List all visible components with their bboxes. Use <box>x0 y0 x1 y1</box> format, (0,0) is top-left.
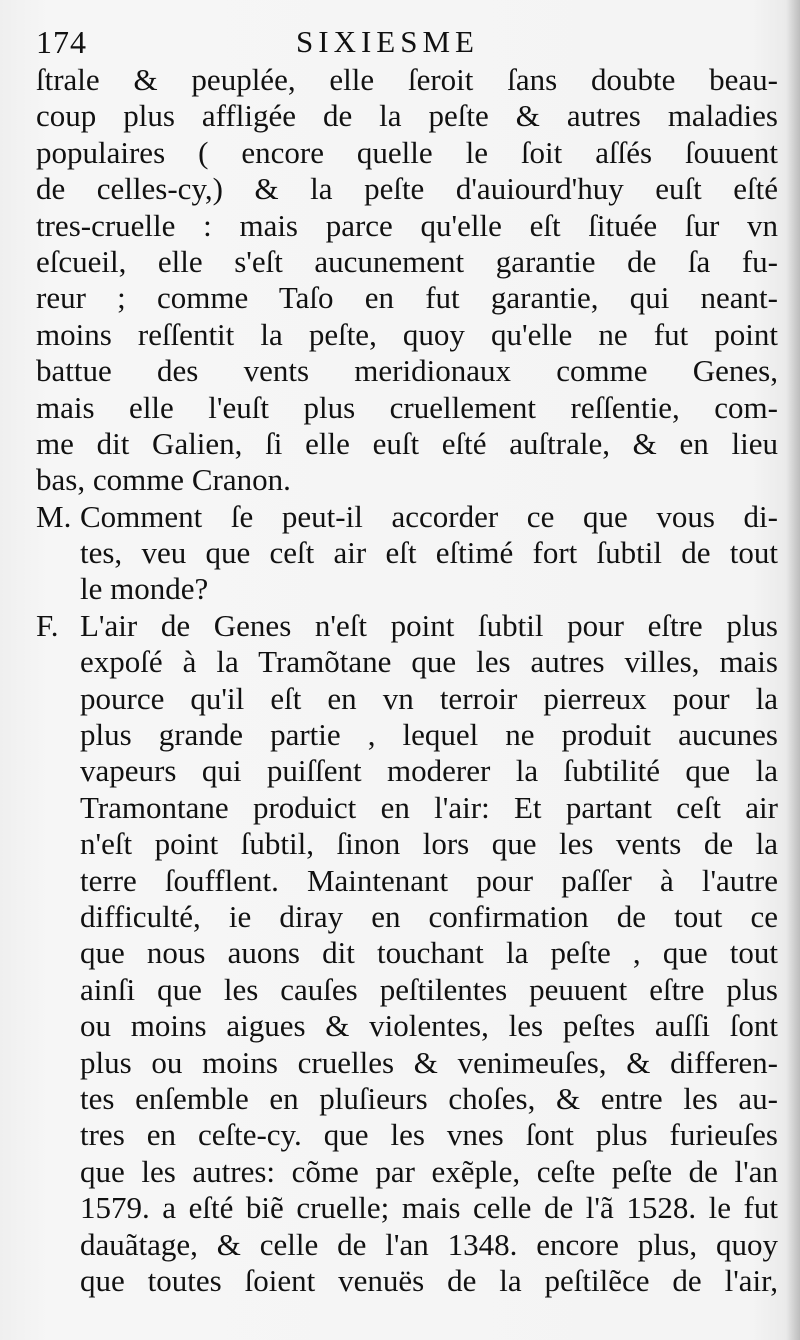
line-content: Comment ſe peut-il accorder ce que vous di- <box>80 498 778 534</box>
text-line <box>36 1154 778 1190</box>
text-line: mais elle l'euſt plus cruellement reſſentie, com- <box>36 389 778 425</box>
text-line <box>36 863 778 899</box>
text-line <box>36 1117 778 1153</box>
text-line: de celles-cy,) & la peſte d'auiourd'huy euſt eſté <box>36 171 778 207</box>
speaker-marker: M. <box>36 498 72 534</box>
line-content: n'eſt point ſubtil, ſinon lors que les vents de la <box>80 826 778 862</box>
text-line <box>36 681 778 717</box>
text-line <box>36 717 778 753</box>
line-content: que les autres: cõme par exẽple, ceſte peſte de l'an <box>80 1153 778 1189</box>
text-line <box>36 1227 778 1263</box>
text-line <box>36 935 778 971</box>
line-content: ainſi que les cauſes peſtilentes peuuent eſtre plus <box>80 971 778 1007</box>
text-line <box>36 1263 778 1299</box>
line-content: que nous auons dit touchant la peſte , que tout <box>80 935 778 971</box>
line-content: terre ſoufflent. Maintenant pour paſſer à l'autre <box>80 862 778 898</box>
text-line <box>36 899 778 935</box>
text-line <box>36 535 778 571</box>
line-content: 1579. a eſté biẽ cruelle; mais celle de l'ã 1528. le fut <box>80 1190 778 1226</box>
line-content: Tramontane produict en l'air: Et partant ceſt air <box>80 789 778 825</box>
text-line <box>36 1045 778 1081</box>
line-content: expoſé à la Tramõtane que les autres villes, mais <box>80 644 778 680</box>
text-line: reur ; comme Taſo en fut garantie, qui neant- <box>36 280 778 316</box>
text-line <box>36 1190 778 1226</box>
text-line <box>36 972 778 1008</box>
text-line: me dit Galien, ſi elle euſt eſté auſtrale, & en lieu <box>36 425 778 461</box>
text-line <box>36 826 778 862</box>
line-content: vapeurs qui puiſſent moderer la ſubtilité que la <box>80 753 778 789</box>
line-content: le monde? <box>80 571 209 607</box>
line-content: tes enſemble en pluſieurs choſes, & entre les au- <box>80 1080 778 1116</box>
page-edge-shadow <box>786 0 800 1340</box>
page-number: 174 <box>36 24 87 60</box>
page-header <box>36 22 776 62</box>
text-line: battue des vents meridionaux comme Genes, <box>36 353 778 389</box>
body-text <box>36 62 778 1299</box>
line-content: tes, veu que ceſt air eſt eſtimé fort ſubtil de tout <box>80 535 778 571</box>
line-content: dauãtage, & celle de l'an 1348. encore plus, quoy <box>80 1226 778 1262</box>
line-content: plus ou moins cruelles & venimeuſes, & differen- <box>80 1044 778 1080</box>
text-line <box>36 1081 778 1117</box>
line-content: plus grande partie , lequel ne produit aucunes <box>80 717 778 753</box>
text-line <box>36 571 778 607</box>
text-line <box>36 608 778 644</box>
line-content: difficulté, ie diray en confirmation de tout ce <box>80 898 778 934</box>
text-line <box>36 790 778 826</box>
line-content: ou moins aigues & violentes, les peſtes auſſi ſont <box>80 1008 778 1044</box>
running-head: SIXIESME <box>296 24 479 59</box>
text-line: eſcueil, elle s'eſt aucunement garantie de ſa fu- <box>36 243 778 279</box>
text-line: coup plus affligée de la peſte & autres maladies <box>36 98 778 134</box>
text-line <box>36 644 778 680</box>
text-line <box>36 1008 778 1044</box>
line-content: L'air de Genes n'eſt point ſubtil pour eſtre plus <box>80 607 778 643</box>
line-content: que toutes ſoient venuës de la peſtilẽce de l'air, <box>80 1262 778 1298</box>
text-line: bas, comme Cranon. <box>36 462 291 498</box>
text-line: ſtrale & peuplée, elle ſeroit ſans doubte beau- <box>36 62 778 97</box>
text-line: tres-cruelle : mais parce qu'elle eſt ſituée ſur vn <box>36 207 778 243</box>
line-content: pource qu'il eſt en vn terroir pierreux pour la <box>80 680 778 716</box>
text-line <box>36 753 778 789</box>
speaker-marker: F. <box>36 607 59 643</box>
line-content: tres en ceſte-cy. que les vnes ſont plus furieuſes <box>80 1117 778 1153</box>
text-line <box>36 499 778 535</box>
text-line: populaires ( encore quelle le ſoit aſſés ſouuent <box>36 134 778 170</box>
text-line: moins reſſentit la peſte, quoy qu'elle ne fut point <box>36 316 778 352</box>
